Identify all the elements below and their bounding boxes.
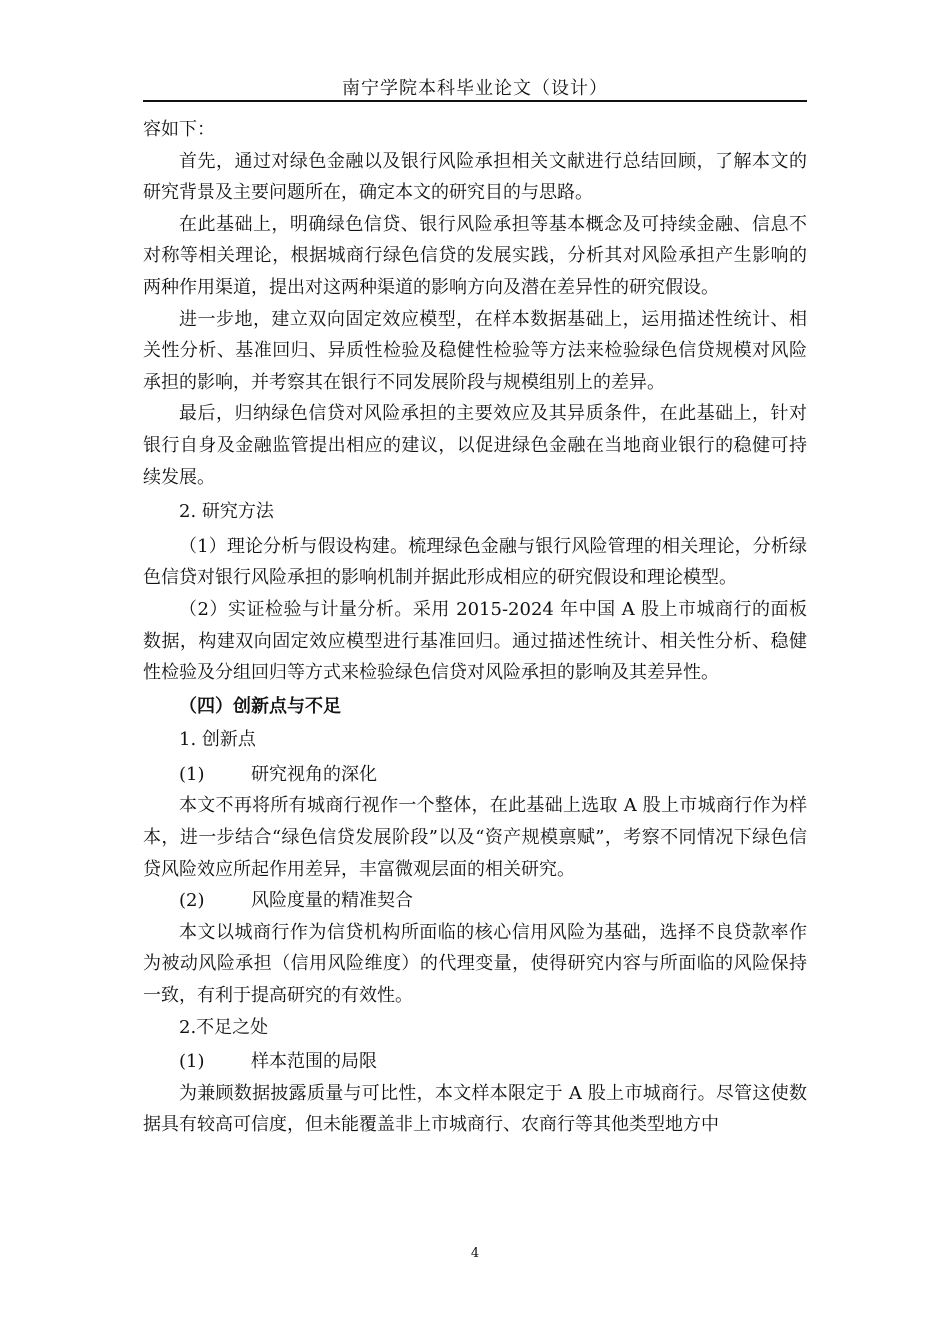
list-item-label: 研究视角的深化: [251, 763, 377, 785]
paragraph: 本文不再将所有城商行视作一个整体，在此基础上选取 A 股上市城商行作为样本，进一步结合“绿色信贷发展阶段”以及“资产规模禀赋”，考察不同情况下绿色信贷风险效应所起作用差异，丰富微观层面的相关研究。: [143, 795, 807, 880]
paragraph: 进一步地，建立双向固定效应模型，在样本数据基础上，运用描述性统计、相关性分析、基准回归、异质性检验及稳健性检验等方法来检验绿色信贷规模对风险承担的影响，并考察其在银行不同发展阶段与规模组别上的差异。: [143, 308, 807, 393]
header-rule: [143, 100, 807, 102]
paragraph: 在此基础上，明确绿色信贷、银行风险承担等基本概念及可持续金融、信息不对称等相关理论，根据城商行绿色信贷的发展实践，分析其对风险承担产生影响的两种作用渠道，提出对这两种渠道的影响方向及潜在差异性的研究假设。: [143, 213, 807, 298]
paragraph: （2）实证检验与计量分析。采用 2015-2024 年中国 A 股上市城商行的面板数据，构建双向固定效应模型进行基准回归。通过描述性统计、相关性分析、稳健性检验及分组回归等方式来检验绿色信贷对风险承担的影响及其差异性。: [143, 598, 807, 684]
list-item: [143, 1046, 807, 1078]
paragraph: （1）理论分析与假设构建。梳理绿色金融与银行风险管理的相关理论，分析绿色信贷对银行风险承担的影响机制并据此形成相应的研究假设和理论模型。: [143, 535, 807, 589]
paragraph: 首先，通过对绿色金融以及银行风险承担相关文献进行总结回顾，了解本文的研究背景及主要问题所在，确定本文的研究目的与思路。: [143, 150, 807, 204]
body-text: [143, 114, 807, 1141]
paragraph: 为兼顾数据披露质量与可比性，本文样本限定于 A 股上市城商行。尽管这使数据具有较高可信度，但未能覆盖非上市城商行、农商行等其他类型地方中: [143, 1082, 807, 1136]
page-header-title: 南宁学院本科毕业论文（设计）: [342, 78, 608, 99]
section-heading: （四）创新点与不足: [179, 695, 341, 717]
list-item: [143, 759, 807, 791]
subsection-heading: 2. 研究方法: [179, 501, 274, 523]
list-item-number: (2): [179, 890, 205, 912]
paragraph: 最后，归纳绿色信贷对风险承担的主要效应及其异质条件，在此基础上，针对银行自身及金融监管提出相应的建议，以促进绿色金融在当地商业银行的稳健可持续发展。: [143, 403, 807, 488]
page-number: 4: [470, 1246, 480, 1261]
paragraph: 容如下：: [143, 119, 215, 140]
list-item-number: (1): [179, 1051, 205, 1073]
list-item-number: (1): [179, 763, 205, 785]
list-item-label: 风险度量的精准契合: [251, 890, 413, 912]
paragraph: 本文以城商行作为信贷机构所面临的核心信用风险为基础，选择不良贷款率作为被动风险承担（信用风险维度）的代理变量，使得研究内容与所面临的风险保持一致，有利于提高研究的有效性。: [143, 921, 807, 1007]
list-item: [143, 885, 807, 917]
list-item-label: 样本范围的局限: [251, 1051, 377, 1073]
subsection-heading: 1. 创新点: [179, 729, 256, 751]
subsection-heading: 2.不足之处: [179, 1016, 269, 1038]
